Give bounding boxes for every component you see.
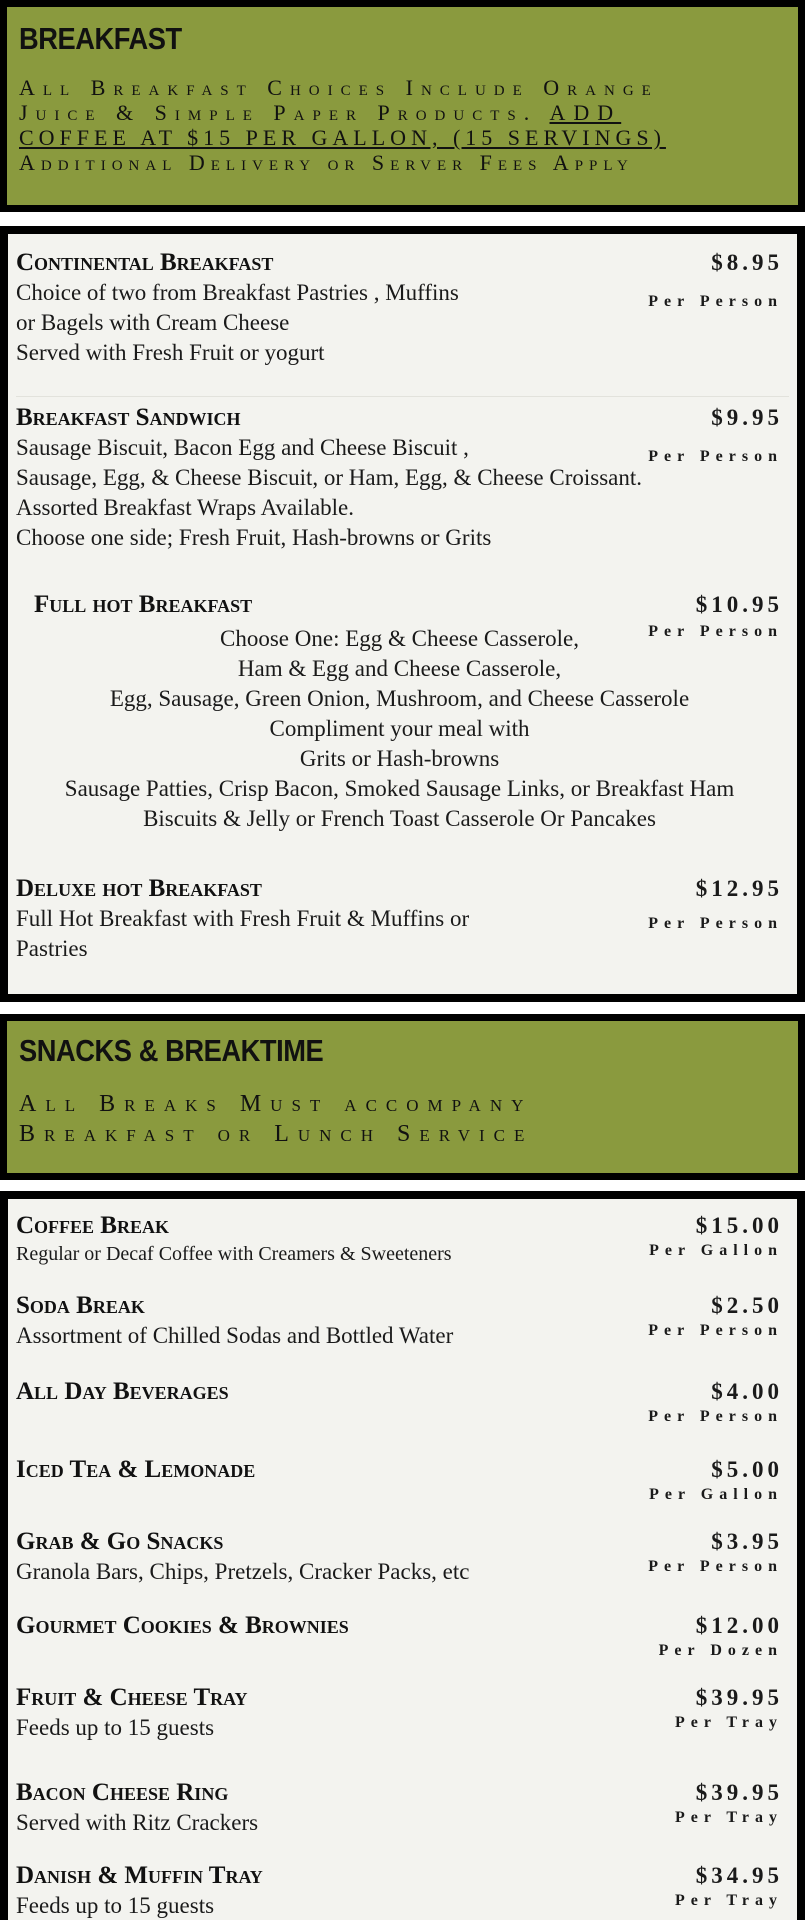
item-desc-line: or Bagels with Cream Cheese (16, 310, 290, 335)
item-desc-line: Grits or Hash-browns (299, 746, 500, 771)
item-price: $15.00 (695, 1213, 783, 1238)
snacks-note-line1: All Breaks Must accompany (19, 1091, 533, 1117)
item-unit: Per Person (648, 448, 783, 465)
item-unit: Per Tray (675, 1809, 783, 1826)
item-desc-line: Pastries (16, 936, 88, 961)
item-name: Danish & Muffin Tray (16, 1862, 263, 1889)
item-desc-line: Sausage Biscuit, Bacon Egg and Cheese Biscuit , (16, 435, 469, 460)
item-desc-line: Compliment your meal with (269, 716, 530, 741)
item-price: $12.95 (695, 876, 783, 901)
item-desc-line: Biscuits & Jelly or French Toast Casserole Or Pancakes (143, 806, 656, 831)
menu-item-full-hot-breakfast (16, 590, 783, 834)
item-unit: Per Person (648, 293, 783, 310)
item-desc-line: Sausage, Egg, & Cheese Biscuit, or Ham, Egg, & Cheese Croissant. (16, 465, 643, 490)
item-price: $5.00 (711, 1457, 783, 1482)
item-desc-line: Choice of two from Breakfast Pastries , Muffins (16, 280, 459, 305)
item-desc-line: Egg, Sausage, Green Onion, Mushroom, and Cheese Casserole (109, 686, 690, 711)
menu-item-coffee-break (16, 1211, 783, 1267)
snacks-note-line2: Breakfast or Lunch Service (19, 1121, 534, 1147)
menu-item-soda-break (16, 1291, 783, 1351)
item-unit: Per Dozen (658, 1642, 783, 1659)
item-price: $39.95 (695, 1780, 783, 1805)
item-price: $8.95 (711, 250, 783, 275)
item-unit: Per Tray (675, 1892, 783, 1909)
breakfast-note-line3: COFFEE AT $15 PER GALLON, (15 SERVINGS) (19, 125, 666, 150)
item-desc: Served with Ritz Crackers (16, 1810, 259, 1835)
item-name: Fruit & Cheese Tray (16, 1684, 248, 1711)
item-name: Soda Break (16, 1292, 145, 1319)
breakfast-title: BREAKFAST (19, 21, 182, 56)
item-desc-line: Served with Fresh Fruit or yogurt (16, 340, 325, 365)
item-unit: Per Person (648, 623, 783, 640)
menu-item-continental (16, 248, 783, 368)
snacks-banner-inner (7, 1021, 798, 1173)
menu-item-bacon-cheese-ring (16, 1778, 783, 1838)
item-price: $34.95 (695, 1863, 783, 1888)
item-unit: Per Gallon (649, 1486, 783, 1503)
item-unit: Per Person (648, 915, 783, 932)
item-name: Coffee Break (16, 1212, 169, 1239)
item-price: $2.50 (711, 1293, 783, 1318)
breakfast-note-line4: Additional Delivery or Server Fees Apply (19, 150, 634, 175)
item-name: Full hot Breakfast (34, 591, 253, 618)
item-name: All Day Beverages (16, 1378, 229, 1405)
item-desc-line: Ham & Egg and Cheese Casserole, (237, 656, 562, 681)
breakfast-banner (0, 0, 805, 212)
item-name: Breakfast Sandwich (16, 404, 241, 431)
item-desc: Regular or Decaf Coffee with Creamers & Sweeteners (16, 1243, 452, 1265)
snacks-title: SNACKS & BREAKTIME (19, 1033, 324, 1068)
item-desc-line: Choose One: Egg & Cheese Casserole, (220, 626, 579, 651)
item-desc: Feeds up to 15 guests (16, 1893, 215, 1918)
breakfast-note-line1: All Breakfast Choices Include Orange (19, 75, 659, 100)
breakfast-note-line2b: ADD (549, 100, 622, 125)
item-unit: Per Person (648, 1322, 783, 1339)
breakfast-banner-inner (7, 7, 798, 205)
item-unit: Per Person (648, 1408, 783, 1425)
menu-item-deluxe-hot-breakfast (16, 874, 783, 964)
breakfast-note-line2 (19, 100, 786, 125)
item-price: $3.95 (711, 1529, 783, 1554)
item-desc-line: Assorted Breakfast Wraps Available. (16, 495, 355, 520)
item-price: $9.95 (711, 405, 783, 430)
menu-item-breakfast-sandwich (16, 403, 783, 553)
item-price: $12.00 (695, 1613, 783, 1638)
item-name: Gourmet Cookies & Brownies (16, 1612, 349, 1639)
item-name: Continental Breakfast (16, 249, 274, 276)
menu-item-danish-muffin-tray (16, 1861, 783, 1921)
item-desc: Assortment of Chilled Sodas and Bottled Water (16, 1323, 454, 1348)
item-desc: Granola Bars, Chips, Pretzels, Cracker Packs, etc (16, 1559, 470, 1584)
item-name: Deluxe hot Breakfast (16, 875, 262, 902)
item-unit: Per Person (648, 1558, 783, 1575)
menu-item-iced-tea-lemonade (16, 1455, 783, 1503)
item-price: $4.00 (711, 1379, 783, 1404)
item-unit: Per Tray (675, 1714, 783, 1731)
item-desc: Feeds up to 15 guests (16, 1715, 215, 1740)
divider (16, 396, 789, 397)
item-unit: Per Gallon (649, 1242, 783, 1259)
breakfast-note-line2a: Juice & Simple Paper Products. (19, 100, 550, 125)
item-name: Bacon Cheese Ring (16, 1779, 229, 1806)
item-desc-line: Full Hot Breakfast with Fresh Fruit & Muffins or (16, 906, 470, 931)
breakfast-menu-panel (0, 226, 805, 1002)
snacks-menu-panel (0, 1191, 805, 1920)
menu-item-grab-and-go-snacks (16, 1527, 783, 1587)
item-price: $10.95 (695, 592, 783, 617)
menu-item-fruit-cheese-tray (16, 1683, 783, 1743)
snacks-banner (0, 1014, 805, 1180)
item-price: $39.95 (695, 1685, 783, 1710)
item-name: Grab & Go Snacks (16, 1528, 224, 1555)
item-desc-line: Choose one side; Fresh Fruit, Hash-browns or Grits (16, 525, 492, 550)
item-name: Iced Tea & Lemonade (16, 1456, 256, 1483)
menu-item-gourmet-cookies-brownies (16, 1611, 783, 1659)
item-desc-line: Sausage Patties, Crisp Bacon, Smoked Sausage Links, or Breakfast Ham (64, 776, 735, 801)
menu-item-all-day-beverages (16, 1377, 783, 1425)
